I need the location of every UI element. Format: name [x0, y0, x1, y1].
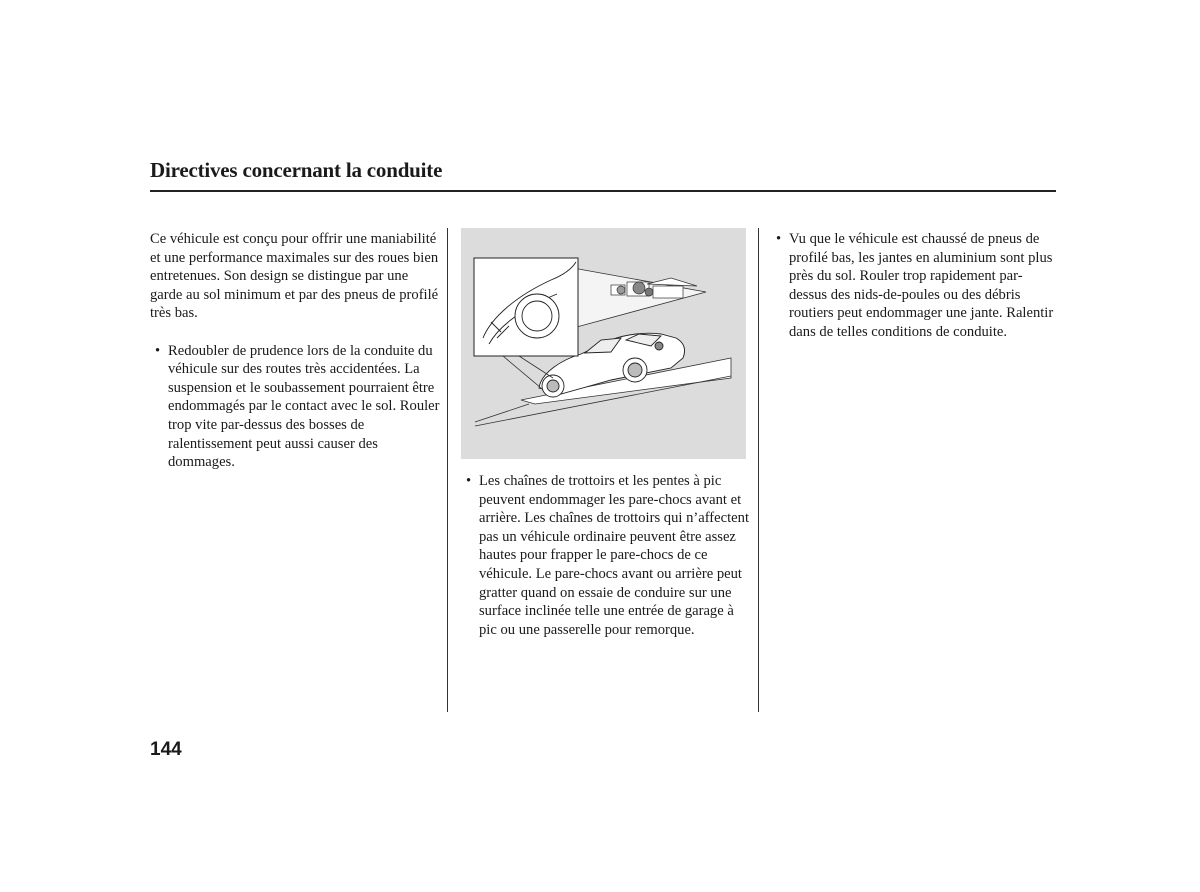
column-left [150, 230, 442, 472]
illustration-car-on-slope [461, 228, 746, 459]
column-divider-right [758, 228, 759, 712]
column-right [771, 230, 1057, 342]
bullet-item-rough-roads [150, 342, 442, 472]
page-number: 144 [150, 739, 182, 760]
bullet-text: Vu que le véhicule est chaussé de pneus de profilé bas, les jantes en aluminium sont plus près du sol. Rouler trop rapidement par-dessus des nids-de-poules ou des débris routiers peut endommager une jante. Ralentir dans de telles conditions de conduite. [789, 231, 1054, 340]
bullet-dot: • [776, 231, 782, 247]
page-title: Directives concernant la conduite [150, 158, 443, 182]
title-rule [150, 190, 1056, 192]
column-middle [461, 472, 749, 639]
bullet-text: Les chaînes de trottoirs et les pentes à pic peuvent endommager les pare-chocs avant et arrière. Les chaînes de trottoirs qui n’affectent pas un véhicule ordinaire peuvent être assez hautes pour frapper le pare-chocs de ce véhicule. Le pare-chocs avant ou arrière peut gratter quand on essaie de conduire sur une surface inclinée telle une entrée de garage à pic ou une passerelle pour remorque. [479, 473, 749, 638]
bullet-item-curb-slope [461, 472, 749, 639]
car-on-ramp-illustration [461, 228, 746, 459]
bullet-dot: • [466, 473, 472, 489]
bullet-dot: • [155, 342, 161, 359]
column-divider-left [447, 228, 448, 712]
bullet-item-low-profile-tires [771, 230, 1057, 342]
intro-paragraph: Ce véhicule est conçu pour offrir une maniabilité et une performance maximales sur des roues bien entretenues. Son design se distingue par une garde au sol minimum et par des pneus de profilé très bas. [150, 231, 439, 322]
bullet-text: Redoubler de prudence lors de la conduite du véhicule sur des routes très accidentées. La suspension et le soubassement pourraient être endommagés par le contact avec le sol. Rouler trop vite par-dessus des bosses de ralentissement peut aussi causer des dommages. [168, 342, 440, 471]
